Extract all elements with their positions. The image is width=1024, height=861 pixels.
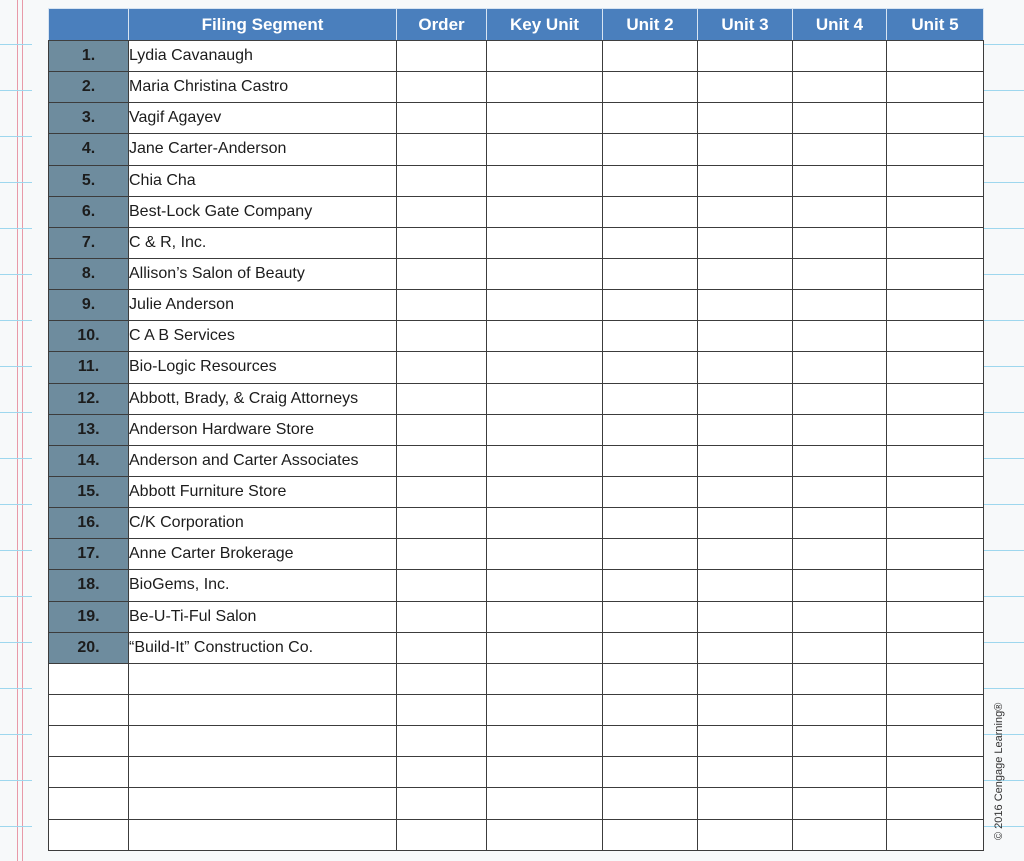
unit-3-cell[interactable]	[698, 508, 793, 539]
row-number: 10.	[49, 321, 129, 352]
unit-4-cell[interactable]	[793, 414, 887, 445]
order-cell[interactable]	[397, 290, 487, 321]
order-cell[interactable]	[397, 72, 487, 103]
unit-2-cell[interactable]	[603, 508, 698, 539]
unit-2-cell[interactable]	[603, 445, 698, 476]
ruled-line-tick	[984, 458, 1024, 459]
ruled-line-tick	[984, 366, 1024, 367]
unit-2-cell[interactable]	[603, 601, 698, 632]
ruled-line-tick	[984, 688, 1024, 689]
unit-4-cell[interactable]	[793, 352, 887, 383]
row-number: 17.	[49, 539, 129, 570]
filing-segment-cell: C A B Services	[129, 321, 397, 352]
filing-segment-cell	[129, 726, 397, 757]
unit-4-cell[interactable]	[793, 72, 887, 103]
unit-3-cell[interactable]	[698, 383, 793, 414]
ruled-line-tick	[984, 596, 1024, 597]
unit-3-cell[interactable]	[698, 445, 793, 476]
unit-3-cell[interactable]	[698, 601, 793, 632]
key-unit-cell[interactable]	[487, 601, 603, 632]
order-cell[interactable]	[397, 258, 487, 289]
table-row	[49, 103, 984, 134]
filing-segment-cell	[129, 788, 397, 819]
table-row	[49, 539, 984, 570]
table-row	[49, 726, 984, 757]
unit-3-cell[interactable]	[698, 663, 793, 694]
row-number	[49, 788, 129, 819]
row-number: 11.	[49, 352, 129, 383]
key-unit-cell[interactable]	[487, 819, 603, 850]
unit-3-cell[interactable]	[698, 414, 793, 445]
header-unit-4: Unit 4	[793, 9, 887, 41]
unit-4-cell[interactable]	[793, 165, 887, 196]
unit-4-cell[interactable]	[793, 757, 887, 788]
table-row	[49, 632, 984, 663]
row-number	[49, 726, 129, 757]
table-row	[49, 601, 984, 632]
ruled-line-tick	[984, 642, 1024, 643]
table-row	[49, 757, 984, 788]
order-cell[interactable]	[397, 352, 487, 383]
unit-2-cell[interactable]	[603, 72, 698, 103]
unit-5-cell[interactable]	[887, 819, 984, 850]
filing-segment-cell: Best-Lock Gate Company	[129, 196, 397, 227]
key-unit-cell[interactable]	[487, 196, 603, 227]
unit-3-cell[interactable]	[698, 103, 793, 134]
ruled-line-tick	[984, 320, 1024, 321]
unit-2-cell[interactable]	[603, 757, 698, 788]
table-row	[49, 352, 984, 383]
ruled-line-tick	[0, 734, 32, 735]
table-row	[49, 72, 984, 103]
ruled-line-tick	[0, 228, 32, 229]
unit-3-cell[interactable]	[698, 819, 793, 850]
unit-2-cell[interactable]	[603, 694, 698, 725]
filing-segment-cell: BioGems, Inc.	[129, 570, 397, 601]
row-number: 9.	[49, 290, 129, 321]
table-row	[49, 290, 984, 321]
table-row	[49, 227, 984, 258]
order-cell[interactable]	[397, 383, 487, 414]
filing-segment-cell: Anderson and Carter Associates	[129, 445, 397, 476]
row-number: 20.	[49, 632, 129, 663]
key-unit-cell[interactable]	[487, 165, 603, 196]
filing-segment-cell: Abbott, Brady, & Craig Attorneys	[129, 383, 397, 414]
key-unit-cell[interactable]	[487, 321, 603, 352]
unit-4-cell[interactable]	[793, 601, 887, 632]
order-cell[interactable]	[397, 508, 487, 539]
unit-5-cell[interactable]	[887, 570, 984, 601]
row-number: 3.	[49, 103, 129, 134]
order-cell[interactable]	[397, 41, 487, 72]
filing-segment-cell: “Build-It” Construction Co.	[129, 632, 397, 663]
unit-5-cell[interactable]	[887, 508, 984, 539]
ruled-line-tick	[0, 642, 32, 643]
row-number	[49, 663, 129, 694]
unit-5-cell[interactable]	[887, 694, 984, 725]
unit-4-cell[interactable]	[793, 290, 887, 321]
ruled-line-tick	[0, 688, 32, 689]
margin-line	[17, 0, 18, 861]
key-unit-cell[interactable]	[487, 258, 603, 289]
unit-5-cell[interactable]	[887, 383, 984, 414]
header-unit-2: Unit 2	[603, 9, 698, 41]
ruled-line-tick	[0, 136, 32, 137]
unit-3-cell[interactable]	[698, 788, 793, 819]
unit-3-cell[interactable]	[698, 476, 793, 507]
row-number: 14.	[49, 445, 129, 476]
unit-4-cell[interactable]	[793, 788, 887, 819]
filing-segment-cell: Maria Christina Castro	[129, 72, 397, 103]
unit-3-cell[interactable]	[698, 72, 793, 103]
order-cell[interactable]	[397, 165, 487, 196]
unit-4-cell[interactable]	[793, 508, 887, 539]
unit-2-cell[interactable]	[603, 352, 698, 383]
unit-5-cell[interactable]	[887, 476, 984, 507]
key-unit-cell[interactable]	[487, 72, 603, 103]
ruled-line-tick	[984, 550, 1024, 551]
filing-segment-cell: Vagif Agayev	[129, 103, 397, 134]
filing-segment-cell: Bio-Logic Resources	[129, 352, 397, 383]
table-row	[49, 41, 984, 72]
unit-5-cell[interactable]	[887, 134, 984, 165]
key-unit-cell[interactable]	[487, 694, 603, 725]
unit-2-cell[interactable]	[603, 819, 698, 850]
table-row	[49, 321, 984, 352]
key-unit-cell[interactable]	[487, 508, 603, 539]
unit-3-cell[interactable]	[698, 694, 793, 725]
table-row	[49, 663, 984, 694]
unit-5-cell[interactable]	[887, 290, 984, 321]
unit-2-cell[interactable]	[603, 570, 698, 601]
unit-2-cell[interactable]	[603, 476, 698, 507]
unit-3-cell[interactable]	[698, 539, 793, 570]
unit-5-cell[interactable]	[887, 41, 984, 72]
ruled-line-tick	[984, 228, 1024, 229]
order-cell[interactable]	[397, 632, 487, 663]
ruled-line-tick	[0, 44, 32, 45]
unit-5-cell[interactable]	[887, 321, 984, 352]
order-cell[interactable]	[397, 819, 487, 850]
key-unit-cell[interactable]	[487, 414, 603, 445]
unit-4-cell[interactable]	[793, 383, 887, 414]
row-number: 6.	[49, 196, 129, 227]
header-unit-3: Unit 3	[698, 9, 793, 41]
order-cell[interactable]	[397, 445, 487, 476]
order-cell[interactable]	[397, 663, 487, 694]
key-unit-cell[interactable]	[487, 134, 603, 165]
filing-segment-cell: Anderson Hardware Store	[129, 414, 397, 445]
unit-4-cell[interactable]	[793, 476, 887, 507]
unit-4-cell[interactable]	[793, 819, 887, 850]
row-number: 4.	[49, 134, 129, 165]
order-cell[interactable]	[397, 726, 487, 757]
unit-3-cell[interactable]	[698, 196, 793, 227]
key-unit-cell[interactable]	[487, 726, 603, 757]
unit-3-cell[interactable]	[698, 258, 793, 289]
unit-4-cell[interactable]	[793, 445, 887, 476]
unit-5-cell[interactable]	[887, 72, 984, 103]
table-row	[49, 196, 984, 227]
unit-4-cell[interactable]	[793, 663, 887, 694]
table-row	[49, 508, 984, 539]
row-number	[49, 819, 129, 850]
filing-segment-cell	[129, 819, 397, 850]
ruled-line-tick	[0, 412, 32, 413]
unit-5-cell[interactable]	[887, 165, 984, 196]
unit-4-cell[interactable]	[793, 726, 887, 757]
order-cell[interactable]	[397, 788, 487, 819]
ruled-line-tick	[984, 90, 1024, 91]
filing-segment-cell: C/K Corporation	[129, 508, 397, 539]
table-row	[49, 414, 984, 445]
ruled-line-tick	[984, 412, 1024, 413]
header-unit-5: Unit 5	[887, 9, 984, 41]
ruled-line-tick	[0, 504, 32, 505]
unit-2-cell[interactable]	[603, 165, 698, 196]
copyright-notice: © 2016 Cengage Learning®	[993, 702, 1005, 840]
key-unit-cell[interactable]	[487, 757, 603, 788]
unit-5-cell[interactable]	[887, 663, 984, 694]
unit-2-cell[interactable]	[603, 41, 698, 72]
unit-3-cell[interactable]	[698, 134, 793, 165]
header-corner	[49, 9, 129, 41]
order-cell[interactable]	[397, 570, 487, 601]
key-unit-cell[interactable]	[487, 476, 603, 507]
unit-2-cell[interactable]	[603, 414, 698, 445]
unit-5-cell[interactable]	[887, 196, 984, 227]
table-row	[49, 134, 984, 165]
unit-5-cell[interactable]	[887, 258, 984, 289]
row-number: 13.	[49, 414, 129, 445]
unit-2-cell[interactable]	[603, 196, 698, 227]
unit-4-cell[interactable]	[793, 321, 887, 352]
unit-5-cell[interactable]	[887, 539, 984, 570]
order-cell[interactable]	[397, 321, 487, 352]
row-number: 16.	[49, 508, 129, 539]
key-unit-cell[interactable]	[487, 352, 603, 383]
row-number: 18.	[49, 570, 129, 601]
unit-4-cell[interactable]	[793, 227, 887, 258]
row-number: 2.	[49, 72, 129, 103]
ruled-line-tick	[0, 458, 32, 459]
order-cell[interactable]	[397, 476, 487, 507]
row-number: 1.	[49, 41, 129, 72]
ruled-line-tick	[984, 44, 1024, 45]
unit-2-cell[interactable]	[603, 103, 698, 134]
unit-4-cell[interactable]	[793, 694, 887, 725]
unit-5-cell[interactable]	[887, 103, 984, 134]
table-header-row	[49, 9, 984, 41]
filing-segment-cell	[129, 694, 397, 725]
order-cell[interactable]	[397, 134, 487, 165]
key-unit-cell[interactable]	[487, 570, 603, 601]
unit-3-cell[interactable]	[698, 165, 793, 196]
margin-line	[22, 0, 23, 861]
ruled-line-tick	[0, 826, 32, 827]
table-row	[49, 258, 984, 289]
unit-3-cell[interactable]	[698, 290, 793, 321]
table-row	[49, 570, 984, 601]
filing-segment-cell: Jane Carter-Anderson	[129, 134, 397, 165]
order-cell[interactable]	[397, 539, 487, 570]
filing-segment-table	[48, 8, 984, 851]
filing-segment-cell: Chia Cha	[129, 165, 397, 196]
unit-5-cell[interactable]	[887, 601, 984, 632]
key-unit-cell[interactable]	[487, 227, 603, 258]
unit-5-cell[interactable]	[887, 414, 984, 445]
ruled-line-tick	[984, 274, 1024, 275]
ruled-line-tick	[0, 550, 32, 551]
ruled-line-tick	[0, 182, 32, 183]
ruled-line-tick	[984, 182, 1024, 183]
key-unit-cell[interactable]	[487, 383, 603, 414]
filing-segment-cell: Abbott Furniture Store	[129, 476, 397, 507]
ruled-line-tick	[0, 596, 32, 597]
unit-4-cell[interactable]	[793, 258, 887, 289]
table-row	[49, 165, 984, 196]
row-number: 19.	[49, 601, 129, 632]
unit-3-cell[interactable]	[698, 352, 793, 383]
header-filing-segment: Filing Segment	[129, 9, 397, 41]
filing-segment-cell: Lydia Cavanaugh	[129, 41, 397, 72]
row-number	[49, 694, 129, 725]
ruled-line-tick	[984, 504, 1024, 505]
filing-segment-cell: Julie Anderson	[129, 290, 397, 321]
unit-3-cell[interactable]	[698, 321, 793, 352]
key-unit-cell[interactable]	[487, 663, 603, 694]
unit-4-cell[interactable]	[793, 103, 887, 134]
order-cell[interactable]	[397, 601, 487, 632]
row-number: 5.	[49, 165, 129, 196]
order-cell[interactable]	[397, 196, 487, 227]
table-row	[49, 819, 984, 850]
unit-4-cell[interactable]	[793, 41, 887, 72]
unit-5-cell[interactable]	[887, 227, 984, 258]
unit-2-cell[interactable]	[603, 663, 698, 694]
unit-2-cell[interactable]	[603, 290, 698, 321]
table-row	[49, 788, 984, 819]
filing-segment-cell: Allison’s Salon of Beauty	[129, 258, 397, 289]
unit-2-cell[interactable]	[603, 383, 698, 414]
unit-2-cell[interactable]	[603, 539, 698, 570]
row-number: 12.	[49, 383, 129, 414]
unit-4-cell[interactable]	[793, 632, 887, 663]
unit-3-cell[interactable]	[698, 227, 793, 258]
order-cell[interactable]	[397, 414, 487, 445]
unit-2-cell[interactable]	[603, 134, 698, 165]
unit-2-cell[interactable]	[603, 788, 698, 819]
unit-4-cell[interactable]	[793, 570, 887, 601]
key-unit-cell[interactable]	[487, 103, 603, 134]
unit-5-cell[interactable]	[887, 788, 984, 819]
unit-5-cell[interactable]	[887, 726, 984, 757]
table-row	[49, 476, 984, 507]
unit-5-cell[interactable]	[887, 757, 984, 788]
unit-2-cell[interactable]	[603, 258, 698, 289]
filing-segment-cell: Anne Carter Brokerage	[129, 539, 397, 570]
ruled-line-tick	[0, 366, 32, 367]
key-unit-cell[interactable]	[487, 632, 603, 663]
table-row	[49, 694, 984, 725]
order-cell[interactable]	[397, 757, 487, 788]
unit-3-cell[interactable]	[698, 570, 793, 601]
filing-segment-cell: Be-U-Ti-Ful Salon	[129, 601, 397, 632]
table-row	[49, 383, 984, 414]
order-cell[interactable]	[397, 227, 487, 258]
unit-5-cell[interactable]	[887, 632, 984, 663]
order-cell[interactable]	[397, 694, 487, 725]
unit-4-cell[interactable]	[793, 539, 887, 570]
table-row	[49, 445, 984, 476]
row-number: 8.	[49, 258, 129, 289]
row-number: 7.	[49, 227, 129, 258]
row-number: 15.	[49, 476, 129, 507]
header-key-unit: Key Unit	[487, 9, 603, 41]
unit-4-cell[interactable]	[793, 196, 887, 227]
unit-5-cell[interactable]	[887, 445, 984, 476]
unit-2-cell[interactable]	[603, 726, 698, 757]
ruled-line-tick	[0, 320, 32, 321]
key-unit-cell[interactable]	[487, 788, 603, 819]
ruled-line-tick	[0, 274, 32, 275]
ruled-line-tick	[0, 90, 32, 91]
filing-segment-cell	[129, 663, 397, 694]
key-unit-cell[interactable]	[487, 41, 603, 72]
unit-4-cell[interactable]	[793, 134, 887, 165]
row-number	[49, 757, 129, 788]
unit-3-cell[interactable]	[698, 757, 793, 788]
unit-3-cell[interactable]	[698, 632, 793, 663]
unit-2-cell[interactable]	[603, 321, 698, 352]
filing-segment-cell: C & R, Inc.	[129, 227, 397, 258]
unit-3-cell[interactable]	[698, 41, 793, 72]
order-cell[interactable]	[397, 103, 487, 134]
ruled-line-tick	[0, 780, 32, 781]
key-unit-cell[interactable]	[487, 539, 603, 570]
header-order: Order	[397, 9, 487, 41]
unit-5-cell[interactable]	[887, 352, 984, 383]
ruled-line-tick	[984, 136, 1024, 137]
key-unit-cell[interactable]	[487, 445, 603, 476]
filing-segment-cell	[129, 757, 397, 788]
unit-2-cell[interactable]	[603, 227, 698, 258]
key-unit-cell[interactable]	[487, 290, 603, 321]
unit-3-cell[interactable]	[698, 726, 793, 757]
unit-2-cell[interactable]	[603, 632, 698, 663]
